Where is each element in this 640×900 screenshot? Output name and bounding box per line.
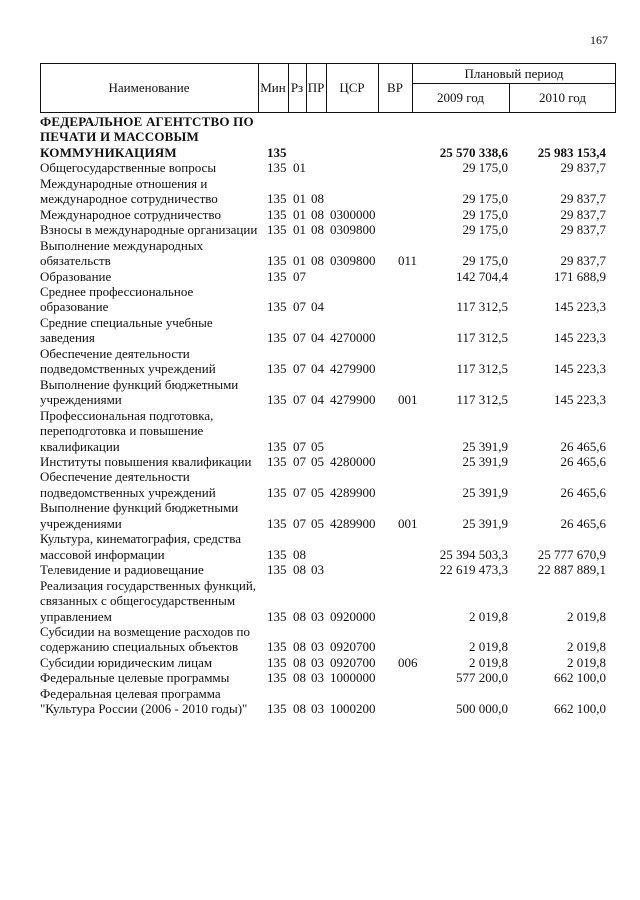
cell-rz: 08 [293,670,306,686]
cell-pr: 04 [311,392,324,408]
cell-amount-2009: 2 019,8 [469,639,508,655]
cell-csr: 1000200 [330,701,376,717]
cell-csr: 4279900 [330,392,376,408]
cell-amount-2009: 22 619 473,3 [439,562,508,578]
cell-rz: 08 [293,546,306,562]
cell-min: 135 [267,160,287,176]
cell-min: 135 [267,253,287,269]
table-row [40,207,616,222]
cell-vr: 006 [398,654,418,670]
table-row [40,114,616,160]
cell-pr: 03 [311,639,324,655]
cell-amount-2010: 145 223,3 [554,361,606,377]
cell-rz: 01 [293,253,306,269]
cell-amount-2010: 662 100,0 [554,701,606,717]
cell-rz: 07 [293,438,306,454]
cell-min: 135 [267,515,287,531]
cell-amount-2010: 2 019,8 [567,654,606,670]
cell-amount-2009: 117 312,5 [456,330,508,346]
table-row [40,222,616,237]
cell-amount-2009: 25 391,9 [462,453,508,469]
cell-amount-2010: 22 887 889,1 [537,562,606,578]
cell-csr: 4270000 [330,330,376,346]
cell-rz: 07 [293,392,306,408]
cell-min: 135 [267,546,287,562]
cell-amount-2009: 25 570 338,6 [439,144,508,160]
page-number: 167 [590,33,608,47]
cell-rz: 08 [293,701,306,717]
cell-rz: 08 [293,562,306,578]
cell-name: ФЕДЕРАЛЬНОЕ АГЕНТСТВО ПО ПЕЧАТИ И МАССОВЫМ КОММУНИКАЦИЯМ [40,114,254,160]
table-row [40,655,616,670]
cell-amount-2009: 577 200,0 [456,670,508,686]
table-header [40,63,616,113]
cell-amount-2010: 26 465,6 [560,484,606,500]
cell-amount-2009: 25 391,9 [462,484,508,500]
cell-amount-2009: 117 312,5 [456,299,508,315]
table-row [40,377,616,408]
cell-amount-2010: 2 019,8 [567,639,606,655]
cell-amount-2009: 25 391,9 [462,515,508,531]
cell-csr: 1000000 [330,670,376,686]
cell-min: 135 [267,299,287,315]
header-divider [412,83,616,84]
cell-amount-2009: 117 312,5 [456,392,508,408]
cell-min: 135 [267,268,287,284]
cell-name: Средние специальные учебные заведения [40,314,213,346]
cell-name: Выполнение функций бюджетными учреждениями [40,376,239,408]
cell-rz: 01 [293,206,306,222]
cell-min: 135 [267,222,287,238]
header-min: Мин [260,80,286,95]
cell-amount-2009: 117 312,5 [456,361,508,377]
cell-name: Субсидии юридическим лицам [40,654,213,670]
cell-min: 135 [267,639,287,655]
cell-vr: 001 [398,515,418,531]
cell-pr: 03 [311,670,324,686]
cell-amount-2010: 145 223,3 [554,299,606,315]
cell-pr: 08 [311,222,324,238]
cell-pr: 04 [311,330,324,346]
cell-name: Реализация государственных функций, связанных с общегосударственным управлением [40,577,257,624]
cell-name: Среднее профессиональное образование [40,283,194,315]
cell-rz: 01 [293,222,306,238]
cell-min: 135 [267,330,287,346]
cell-min: 135 [267,361,287,377]
header-pr: ПР [307,80,325,95]
cell-min: 135 [267,654,287,670]
cell-amount-2009: 29 175,0 [462,253,508,269]
cell-amount-2010: 171 688,9 [554,268,606,284]
cell-amount-2010: 26 465,6 [560,438,606,454]
cell-amount-2009: 29 175,0 [462,160,508,176]
cell-min: 135 [267,701,287,717]
cell-rz: 07 [293,268,306,284]
table-row [40,346,616,377]
cell-name: Международное сотрудничество [40,206,221,222]
cell-pr: 04 [311,361,324,377]
cell-pr: 05 [311,438,324,454]
cell-pr: 04 [311,299,324,315]
cell-rz: 07 [293,515,306,531]
cell-min: 135 [267,608,287,624]
cell-pr: 08 [311,191,324,207]
cell-name: Федеральная целевая программа "Культура России (2006 - 2010 годы)" [40,685,248,717]
table-row [40,686,616,717]
cell-name: Взносы в международные организации [40,222,258,238]
cell-amount-2010: 26 465,6 [560,453,606,469]
cell-name: Обеспечение деятельности подведомственных учреждений [40,345,216,377]
cell-name: Телевидение и радиовещание [40,562,204,578]
cell-name: Общегосударственные вопросы [40,160,217,176]
cell-pr: 05 [311,515,324,531]
table-row [40,269,616,284]
cell-amount-2010: 145 223,3 [554,392,606,408]
cell-vr: 011 [398,253,418,269]
cell-csr: 4280000 [330,453,376,469]
cell-min: 135 [267,191,287,207]
header-year-2010: 2010 год [539,90,586,105]
cell-min: 135 [267,206,287,222]
cell-amount-2009: 500 000,0 [456,701,508,717]
cell-amount-2010: 29 837,7 [560,222,606,238]
cell-amount-2009: 2 019,8 [469,608,508,624]
cell-csr: 4289900 [330,484,376,500]
cell-min: 135 [267,453,287,469]
cell-csr: 0309800 [330,222,376,238]
cell-amount-2010: 662 100,0 [554,670,606,686]
cell-amount-2010: 29 837,7 [560,191,606,207]
table-row [40,408,616,454]
cell-min: 135 [267,562,287,578]
cell-amount-2009: 142 704,4 [456,268,508,284]
cell-rz: 01 [293,191,306,207]
table-body [40,114,616,717]
cell-name: Обеспечение деятельности подведомственных учреждений [40,469,216,500]
cell-csr: 4289900 [330,515,376,531]
cell-pr: 03 [311,654,324,670]
table-row [40,454,616,469]
cell-amount-2009: 29 175,0 [462,206,508,222]
cell-rz: 08 [293,654,306,670]
cell-pr: 08 [311,253,324,269]
cell-amount-2009: 29 175,0 [462,222,508,238]
table-row [40,531,616,562]
cell-rz: 07 [293,299,306,315]
cell-min: 135 [267,392,287,408]
table-row [40,578,616,624]
cell-rz: 07 [293,361,306,377]
header-csr: ЦСР [339,80,365,95]
cell-amount-2009: 2 019,8 [469,654,508,670]
table-row [40,238,616,269]
cell-amount-2010: 2 019,8 [567,608,606,624]
cell-min: 135 [267,670,287,686]
cell-amount-2010: 25 777 670,9 [537,546,606,562]
cell-amount-2009: 25 391,9 [462,438,508,454]
cell-pr: 03 [311,701,324,717]
table-row [40,624,616,655]
cell-pr: 03 [311,562,324,578]
cell-csr: 0920700 [330,654,376,670]
cell-name: Субсидии на возмещение расходов по содержанию специальных объектов [40,623,250,655]
cell-min: 135 [267,144,287,160]
table-row [40,176,616,207]
cell-name: Федеральные целевые программы [40,670,230,686]
header-bottom-rule [40,112,616,113]
table-row [40,284,616,315]
cell-csr: 0300000 [330,206,376,222]
table-row [40,469,616,500]
cell-amount-2009: 25 394 503,3 [439,546,508,562]
cell-pr: 05 [311,484,324,500]
cell-amount-2010: 26 465,6 [560,515,606,531]
header-vr: ВР [387,80,403,95]
cell-name: Культура, кинематография, средства массовой информации [40,531,242,562]
cell-rz: 08 [293,608,306,624]
cell-amount-2010: 29 837,7 [560,206,606,222]
cell-rz: 07 [293,330,306,346]
cell-rz: 07 [293,484,306,500]
cell-name: Образование [40,268,112,284]
cell-csr: 0309800 [330,253,376,269]
cell-amount-2010: 145 223,3 [554,330,606,346]
cell-rz: 01 [293,160,306,176]
cell-pr: 03 [311,608,324,624]
table-row [40,562,616,577]
cell-name: Международные отношения и международное сотрудничество [40,175,218,207]
cell-amount-2009: 29 175,0 [462,191,508,207]
cell-pr: 08 [311,206,324,222]
cell-rz: 08 [293,639,306,655]
header-rz: Рз [290,80,304,95]
cell-amount-2010: 25 983 153,4 [537,144,606,160]
cell-name: Выполнение международных обязательств [40,237,204,269]
cell-csr: 0920000 [330,608,376,624]
cell-name: Институты повышения квалификации [40,453,252,469]
cell-name: Выполнение функций бюджетными учреждениями [40,500,239,531]
cell-rz: 07 [293,453,306,469]
cell-csr: 4279900 [330,361,376,377]
cell-csr: 0920700 [330,639,376,655]
table-row [40,315,616,346]
cell-pr: 05 [311,453,324,469]
cell-min: 135 [267,438,287,454]
table-row [40,160,616,175]
header-plan-period: Плановый период [464,66,564,81]
table-row [40,500,616,531]
header-year-2009: 2009 год [437,90,484,105]
cell-vr: 001 [398,392,418,408]
table-row [40,670,616,685]
header-name: Наименование [108,80,190,95]
cell-min: 135 [267,484,287,500]
cell-amount-2010: 29 837,7 [560,160,606,176]
cell-amount-2010: 29 837,7 [560,253,606,269]
cell-name: Профессиональная подготовка, переподготовка и повышение квалификации [40,407,214,454]
